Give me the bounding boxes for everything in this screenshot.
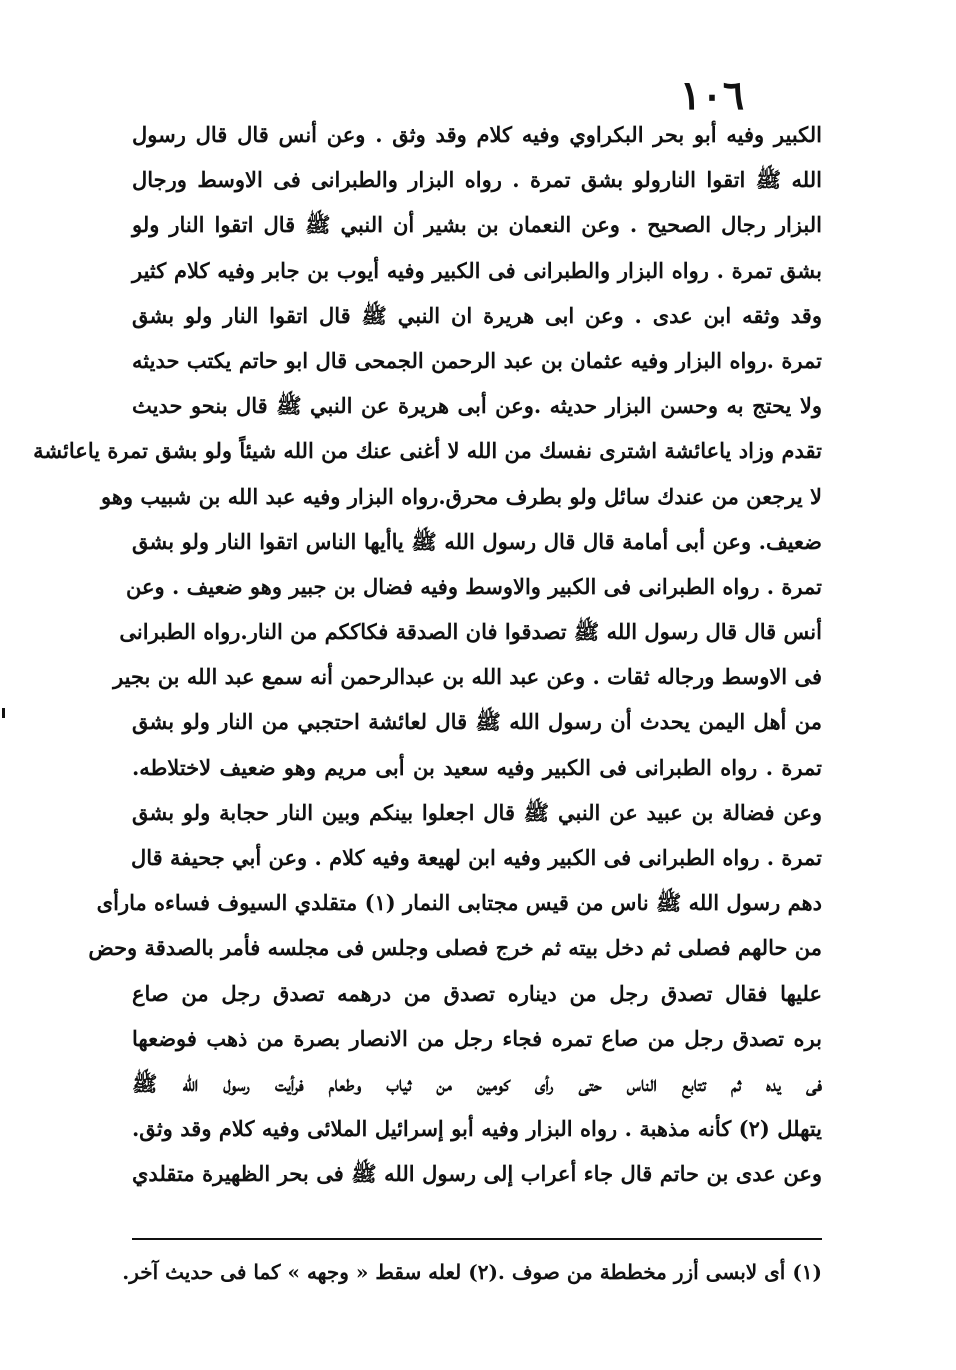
text-line: أنس قال قال رسول الله ﷺ تصدقوا فان الصدقة فكاككم من النار.رواه الطبرانى (119, 619, 822, 645)
text-line: وعن عدى بن حاتم قال جاء أعراب إلى رسول الله ﷺ فى بحر الظهيرة متقلدي (132, 1161, 822, 1187)
text-line: تقدم وزاد ياعائشة اشترى نفسك من الله لا أغنى عنك من الله شيئاً ولو بشق تمرة ياعائشة (33, 438, 822, 464)
scan-edge-mark (2, 708, 5, 718)
text-line: الله ﷺ اتقوا النارولو بشق تمرة . رواه البزار والطبرانى فى الاوسط ورجال (132, 167, 822, 193)
text-line: يتهلل (٢) كأنه مذهبة . رواه البزار وفيه أبو إسرائيل الملائى وفيه كلام وقد وثق. (132, 1116, 822, 1142)
text-line: تمرة . رواه الطبرانى فى الكبير والاوسط وفيه فضال بن جبير وهو ضعيف . وعن (125, 573, 822, 599)
text-line: الكبير وفيه أبو بحر البكراوي وفيه كلام وقد وثق . وعن أنس قال قال رسول (132, 122, 822, 147)
text-line: بره تصدق رجل من صاع تمره فجاء رجل من الانصار بصرة من ذهب فوضعها (132, 1025, 822, 1051)
text-line: تمرة . رواه الطبرانى فى الكبير وفيه ابن لهيعة وفيه كلام . وعن أبي جحيفة قال (130, 845, 822, 870)
body-text (33, 112, 822, 1197)
text-line: ضعيف. وعن أبى أمامة قال قال رسول الله ﷺ ياأيها الناس اتقوا النار ولو بشق (132, 528, 822, 554)
text-line: تمرة . رواه الطبرانى فى الكبير وفيه سعيد بن أبى مريم وهو ضعيف لاختلاطه. (132, 754, 822, 780)
text-line: وعن فضالة بن عبيد عن النبي ﷺ قال اجعلوا بينكم وبين النار حجابة ولو بشق (132, 799, 822, 825)
text-line: فى الاوسط ورجاله ثقات . وعن عبد الله بن عبدالرحمن أنه سمع عبد الله بن بجير (113, 664, 822, 690)
text-line: عليها فقال تصدق رجل من ديناره تصدق من درهمه تصدق رجل من صاع (132, 980, 822, 1006)
text-line: من أهل اليمن يحدث أن رسول الله ﷺ قال لعائشة احتجبي من النار ولو بشق (132, 709, 822, 735)
footnote: (١) أى لابسى أزر مخططة من صوف .(٢) لعله سقط « وجهه » كما فى حديث آخر. (122, 1260, 822, 1284)
text-line: تمرة .رواه البزار وفيه عثمان بن عبد الرحمن الجمحى قال ابو حاتم يكتب حديثه (132, 347, 822, 373)
text-line: بشق تمرة . رواه البزار والطبرانى فى الكبير وفيه أيوب بن جابر وفيه كلام كثير (132, 257, 822, 283)
text-line: لا يرجعن من عندك سائل ولو بطرف محرق.رواه البزار وفيه عبد الله بن شبيب وهو (101, 483, 822, 509)
text-line: فى يده ثم تتابع الناس حتى رأى كومين من ثياب وطعام فرأيت رسول الله ﷺ (132, 1070, 822, 1096)
text-line: ولا يحتج به وحسن البزار حديثه .وعن أبى هريرة عن النبي ﷺ قال بنحو حديث (132, 393, 822, 419)
text-line: من حالهم فصلى ثم دخل بيته ثم خرج فصلى وجلس فى مجلسه فأمر بالصدقة وحض (88, 935, 822, 961)
text-line: دهم رسول الله ﷺ ناس من قيس مجتابى النمار (١) متقلدي السيوف فساءه مارأى (96, 890, 822, 916)
footnote-separator (132, 1238, 822, 1240)
page-number: ١٠٦ (679, 72, 745, 119)
text-line: وقد وثقه ابن عدى . وعن ابى هريرة ان النبي ﷺ قال اتقوا النار ولو بشق (132, 302, 822, 328)
text-line: البزار رجال الصحيح . وعن النعمان بن بشير أن النبي ﷺ قال اتقوا النار ولو (132, 212, 822, 238)
